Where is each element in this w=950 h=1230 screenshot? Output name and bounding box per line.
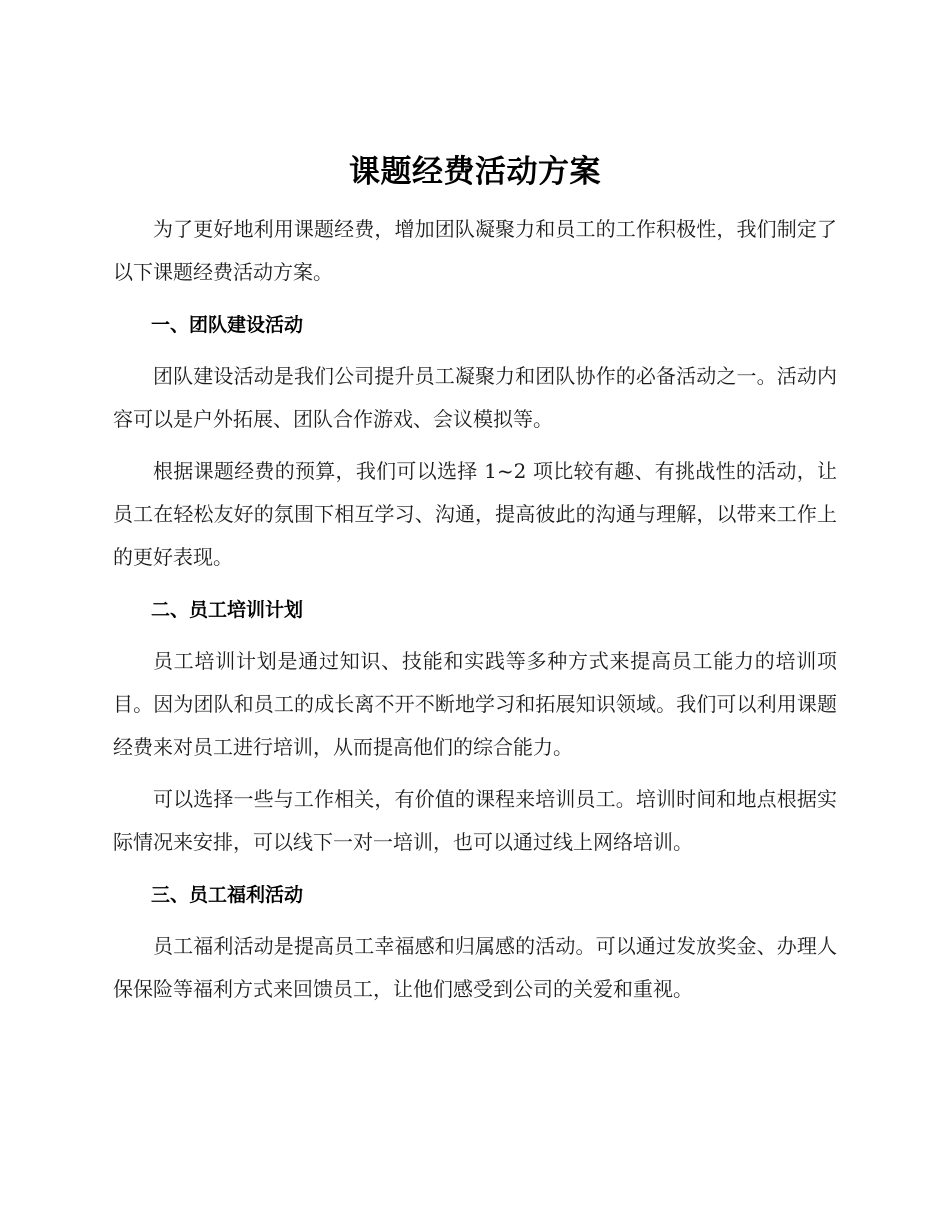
section-paragraph: 员工培训计划是通过知识、技能和实践等多种方式来提高员工能力的培训项目。因为团队和员工的成长离不开不断地学习和拓展知识领域。我们可以利用课题经费来对员工进行培训，从而提高他们的综合能力。 xyxy=(113,649,837,759)
section-paragraph: 可以选择一些与工作相关，有价值的课程来培训员工。培训时间和地点根据实际情况来安排，可以线下一对一培训，也可以通过线上网络培训。 xyxy=(113,787,837,854)
section-staff-welfare xyxy=(113,873,837,1011)
section-paragraph: 根据课题经费的预算，我们可以选择 1~2 项比较有趣、有挑战性的活动，让员工在轻松友好的氛围下相互学习、沟通，提高彼此的沟通与理解，以带来工作上的更好表现。 xyxy=(113,459,837,569)
document-title: 课题经费活动方案 xyxy=(349,154,601,190)
section-heading: 一、团队建设活动 xyxy=(151,314,304,336)
section-heading: 三、员工福利活动 xyxy=(151,884,304,906)
section-paragraph: 员工福利活动是提高员工幸福感和归属感的活动。可以通过发放奖金、办理人保保险等福利方式来回馈员工，让他们感受到公司的关爱和重视。 xyxy=(113,934,837,1001)
section-team-building xyxy=(113,303,837,579)
document-content xyxy=(113,150,837,1020)
section-heading: 二、员工培训计划 xyxy=(151,599,304,621)
section-staff-training xyxy=(113,588,837,864)
intro-paragraph: 为了更好地利用课题经费，增加团队凝聚力和员工的工作积极性，我们制定了以下课题经费活动方案。 xyxy=(113,217,837,284)
section-paragraph: 团队建设活动是我们公司提升员工凝聚力和团队协作的必备活动之一。活动内容可以是户外拓展、团队合作游戏、会议模拟等。 xyxy=(113,364,837,431)
